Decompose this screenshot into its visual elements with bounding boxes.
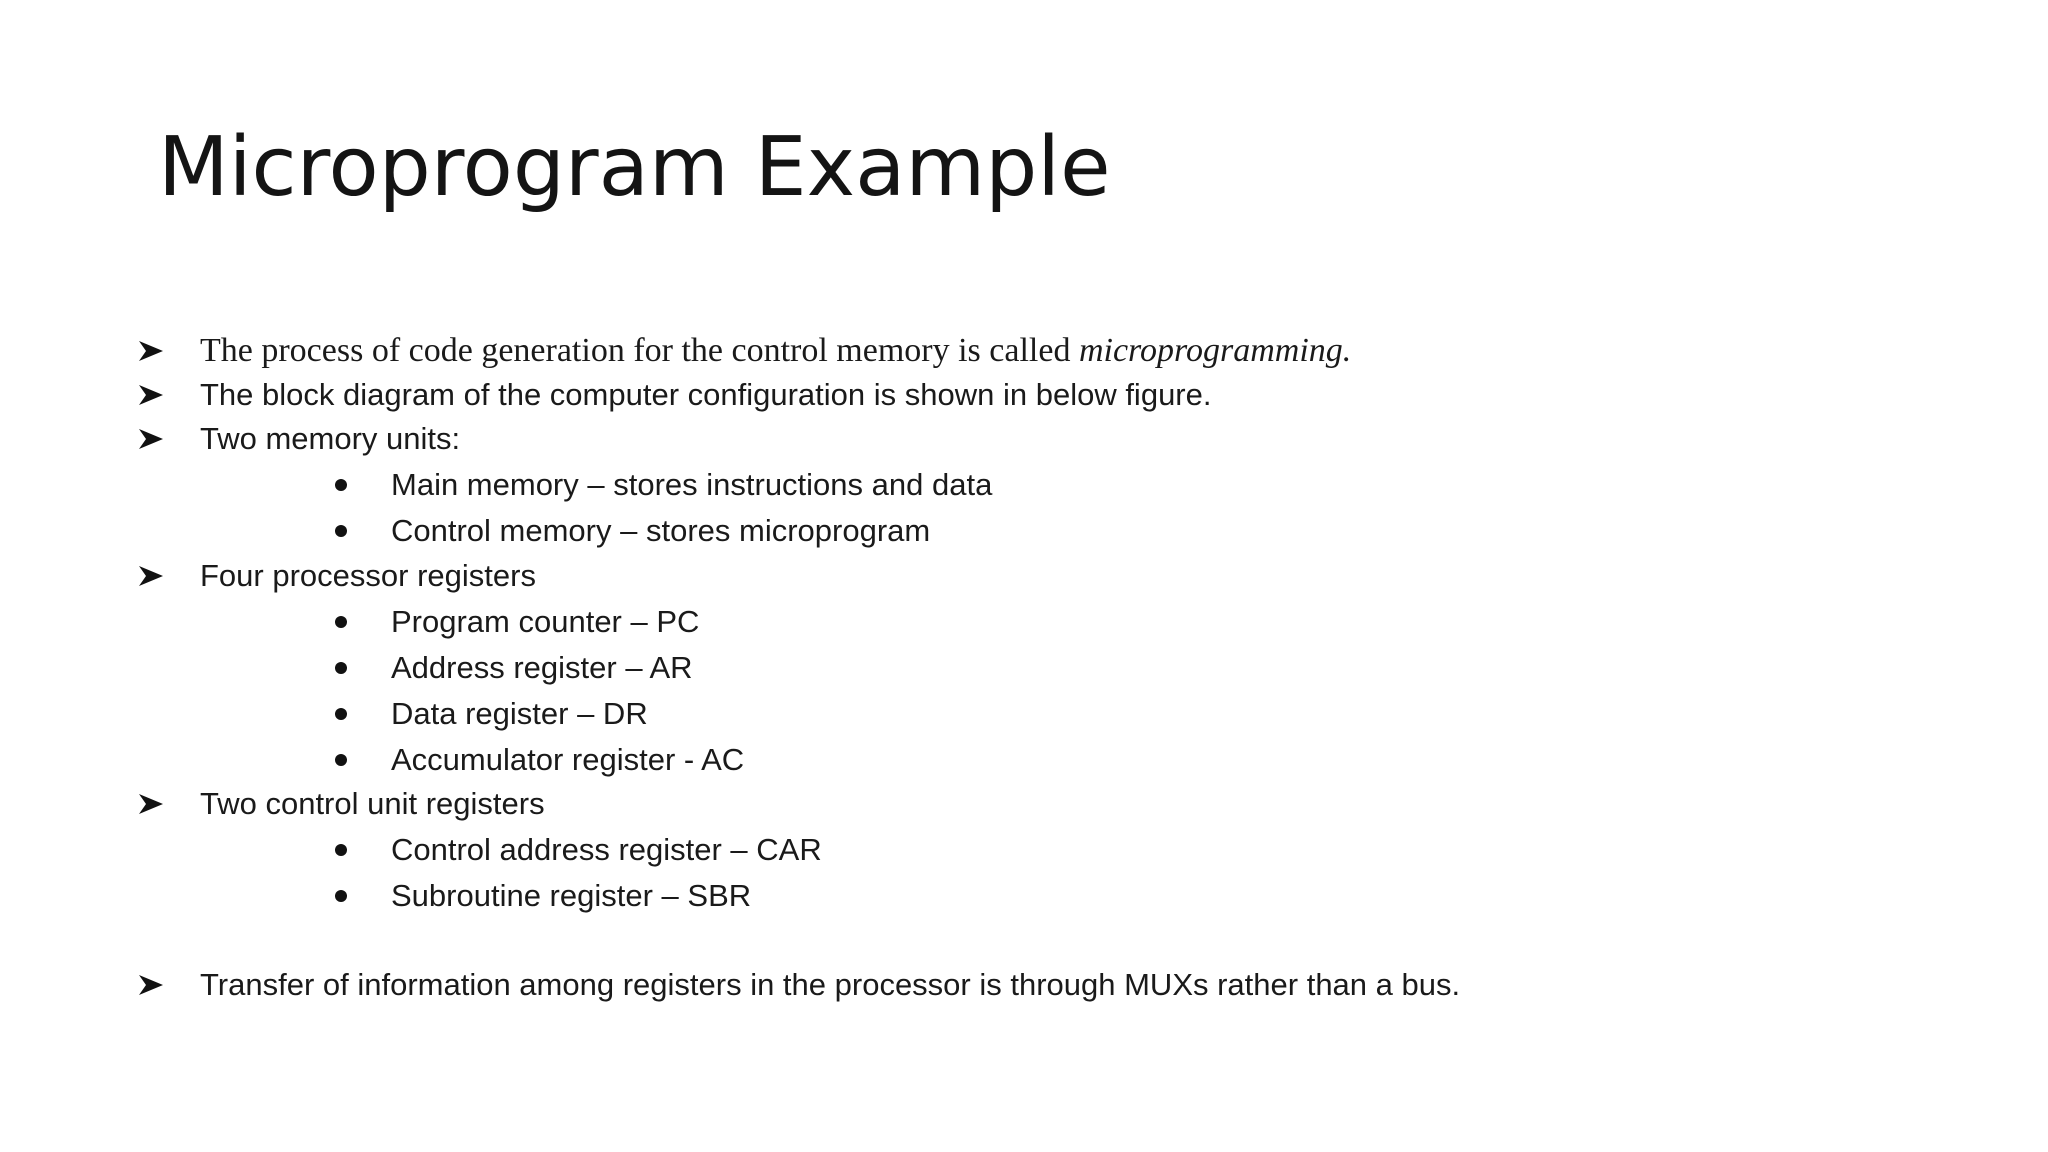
dot-bullet-icon [335,844,347,856]
dot-bullet-icon [335,890,347,902]
dot-bullet-icon [335,662,347,674]
arrowhead-bullet-icon [138,553,168,587]
dot-bullet-icon [335,708,347,720]
dot-bullet-icon [335,525,347,537]
arrowhead-bullet-icon [138,328,168,362]
sub-bullet-text: Control address register – CAR [391,832,822,867]
bullet-text: The block diagram of the computer configuration is shown in below figure. [200,377,1212,412]
arrowhead-bullet-icon [138,416,168,450]
sub-bullet-text: Main memory – stores instructions and data [391,467,993,502]
arrowhead-bullet-icon [138,962,168,996]
sub-bullet-text: Program counter – PC [391,604,700,639]
sub-bullet-text: Accumulator register - AC [391,742,745,777]
dot-bullet-icon [335,479,347,491]
sub-bullet-text: Subroutine register – SBR [391,878,752,913]
bullet-text: Transfer of information among registers in the processor is through MUXs rather than a bus. [200,967,1461,1002]
bullet-text-plain: The process of code generation for the control memory is called [200,332,1079,369]
bullet-text [200,328,1351,374]
arrowhead-bullet-icon [138,781,168,815]
sub-bullet-text: Data register – DR [391,696,648,731]
sub-bullet-text: Control memory – stores microprogram [391,513,931,548]
dot-bullet-icon [335,754,347,766]
sub-bullet-text: Address register – AR [391,650,693,685]
bullet-text-emphasis: microprogramming. [1078,332,1352,369]
arrowhead-bullet-icon [138,372,168,406]
dot-bullet-icon [335,616,347,628]
bullet-text: Four processor registers [200,558,536,593]
bullet-text: Two memory units: [200,421,461,456]
bullet-text: Two control unit registers [200,786,545,821]
slide-title: Microprogram Example [158,120,1111,215]
